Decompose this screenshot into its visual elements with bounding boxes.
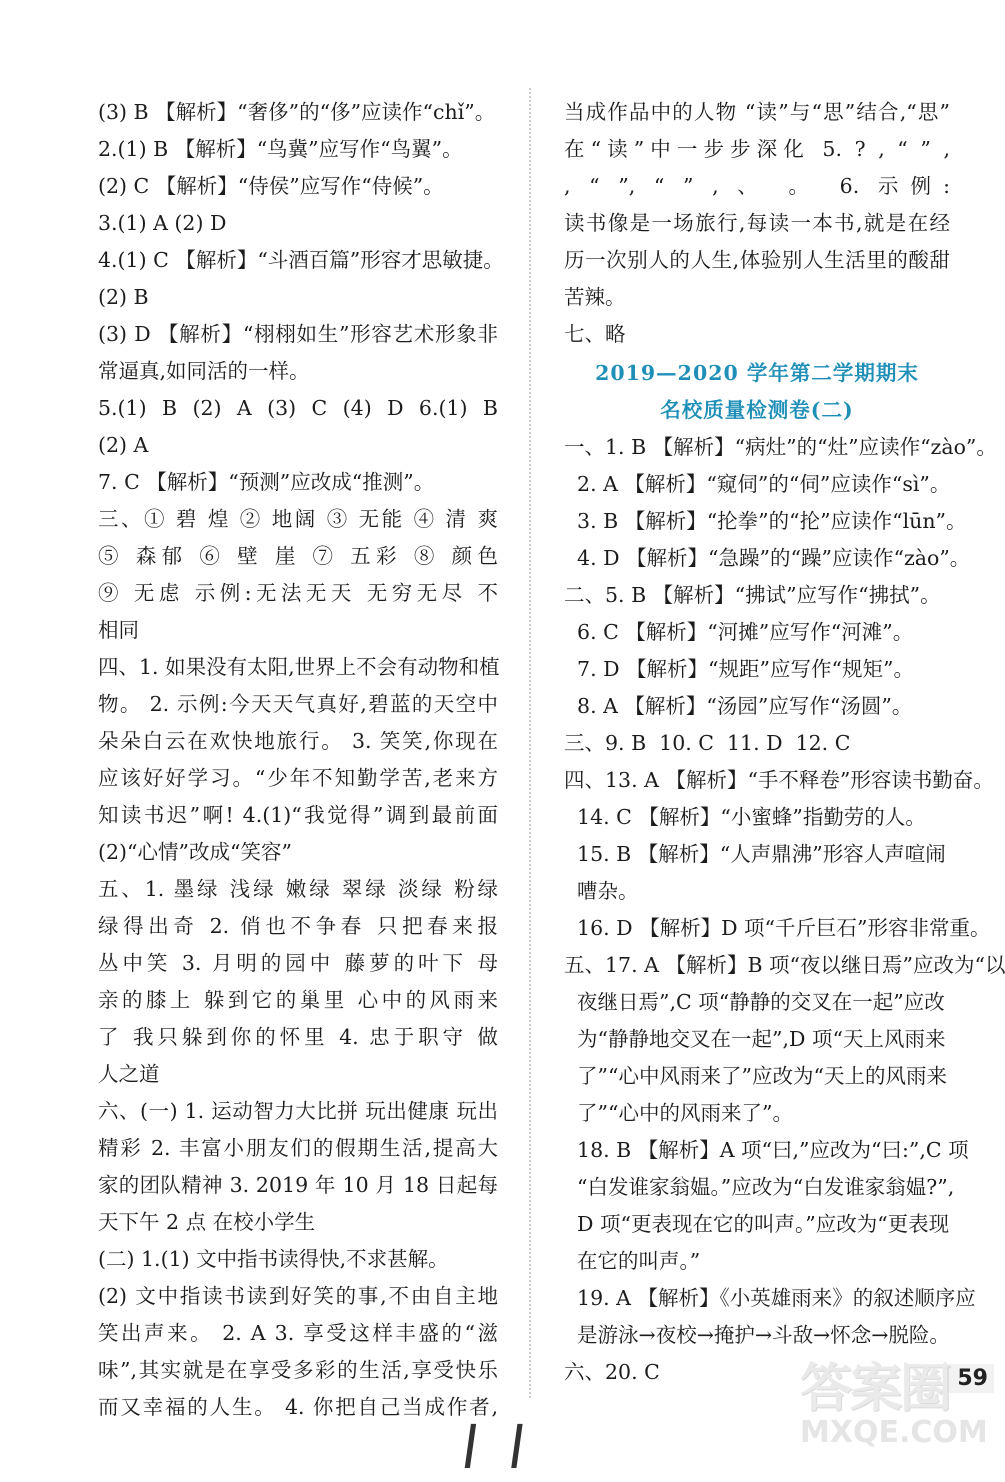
left-column-line: 五、1. 墨绿 浅绿 嫩绿 翠绿 淡绿 粉绿 bbox=[98, 877, 498, 901]
left-column-line: (二) 1.(1) 文中指书读得快,不求甚解。 bbox=[98, 1247, 449, 1271]
left-column-line: (2) A bbox=[98, 433, 149, 457]
right-column-bottom-line: 14. C 【解析】“小蜜蜂”指勤劳的人。 bbox=[564, 805, 926, 829]
left-column-line: ⑨ 无虑 示例:无法无天 无穷无尽 不 bbox=[98, 581, 498, 605]
right-column-bottom-line: 16. D 【解析】D 项“千斤巨石”形容非常重。 bbox=[564, 916, 991, 940]
left-column-line: (3) D 【解析】“栩栩如生”形容艺术形象非 bbox=[98, 322, 498, 346]
left-column-line: 5.(1) B (2) A (3) C (4) D 6.(1) B bbox=[98, 396, 498, 420]
left-column-line: 家的团队精神 3. 2019 年 10 月 18 日起每 bbox=[98, 1173, 498, 1197]
left-column-line: 2.(1) B 【解析】“鸟冀”应写作“鸟翼”。 bbox=[98, 137, 463, 161]
left-column-line: (2) C 【解析】“侍侯”应写作“侍候”。 bbox=[98, 174, 444, 198]
right-column-top-line: 历一次别人的人生,体验别人生活里的酸甜 bbox=[564, 248, 950, 272]
right-column-bottom-line: 嘈杂。 bbox=[564, 879, 639, 903]
right-column-top-line: 七、略 bbox=[564, 322, 626, 346]
right-column-top-line: 当成作品中的人物 “读”与“思”结合,“思” bbox=[564, 100, 950, 124]
right-column-bottom-line: 是游泳→夜校→掩护→斗敌→怀念→脱险。 bbox=[564, 1323, 950, 1347]
left-column bbox=[98, 94, 504, 1426]
left-column-line: (2) 文中指读书读到好笑的事,不由自主地 bbox=[98, 1284, 498, 1308]
left-column-line: 4.(1) C 【解析】“斗酒百篇”形容才思敏捷。 bbox=[98, 248, 504, 272]
right-column-top-line: , “ ”, “ ” , 、 。 6. 示例: bbox=[564, 174, 950, 198]
left-column-line: 了 我只躲到你的怀里 4. 忠于职守 做 bbox=[98, 1025, 498, 1049]
page-number: 59 bbox=[947, 1364, 994, 1393]
right-column-bottom-line: 3. B 【解析】“抡拳”的“抡”应读作“lūn”。 bbox=[564, 509, 967, 533]
left-column-line: 味”,其实就是在享受多彩的生活,享受快乐 bbox=[98, 1358, 498, 1382]
left-column-line: (2) B bbox=[98, 285, 149, 309]
right-column-top-line: 苦辣。 bbox=[564, 285, 626, 309]
right-column-bottom-line: “白发谁家翁媪。”应改为“白发谁家翁媪?”, bbox=[564, 1175, 955, 1199]
right-column-bottom-line: 15. B 【解析】“人声鼎沸”形容人声喧闹 bbox=[564, 842, 946, 866]
left-column-line: 常逼真,如同活的一样。 bbox=[98, 359, 310, 383]
right-column-bottom-line: 三、9. B 10. C 11. D 12. C bbox=[564, 731, 851, 755]
right-column-bottom-line: 六、20. C bbox=[564, 1360, 660, 1384]
left-column-line: ⑤ 森郁 ⑥ 壁 崖 ⑦ 五彩 ⑧ 颜色 bbox=[98, 544, 498, 568]
section-title-line-1: 2019—2020 学年第二学期期末 bbox=[595, 361, 919, 385]
left-column-line: 天下午 2 点 在校小学生 bbox=[98, 1210, 316, 1234]
right-column-bottom-line: 7. D 【解析】“规距”应写作“规矩”。 bbox=[564, 657, 914, 681]
handwritten-mark: l l bbox=[457, 1414, 536, 1482]
right-column-bottom-line: 五、17. A 【解析】B 项“夜以继日焉”应改为“以 bbox=[564, 953, 1005, 977]
left-column-line: 三、① 碧 煌 ② 地阔 ③ 无能 ④ 清 爽 bbox=[98, 507, 498, 531]
left-column-line: 7. C 【解析】“预测”应改成“推测”。 bbox=[98, 470, 435, 494]
right-column-bottom-line: 一、1. B 【解析】“病灶”的“灶”应读作“zào”。 bbox=[564, 435, 997, 459]
left-column-line: 应该好好学习。“少年不知勤学苦,老来方 bbox=[98, 766, 498, 790]
left-column-line: 笑出声来。 2. A 3. 享受这样丰盛的“滋 bbox=[98, 1321, 498, 1345]
left-column-line: 精彩 2. 丰富小朋友们的假期生活,提高大 bbox=[98, 1136, 498, 1160]
left-column-line: (3) B 【解析】“奢侈”的“侈”应读作“chǐ”。 bbox=[98, 100, 496, 124]
right-column-bottom-line: D 项“更表现在它的叫声。”应改为“更表现 bbox=[564, 1212, 950, 1236]
left-column-line: 相同 bbox=[98, 618, 139, 642]
right-column-top bbox=[564, 94, 950, 353]
watermark-logo: 答案圈 bbox=[800, 1359, 951, 1419]
left-column-line: 人之道 bbox=[98, 1062, 160, 1086]
left-column-line: 丛中笑 3. 月明的园中 藤萝的叶下 母 bbox=[98, 951, 498, 975]
right-column-bottom-line: 8. A 【解析】“汤园”应写作“汤圆”。 bbox=[564, 694, 913, 718]
left-column-line: 六、(一) 1. 运动智力大比拼 玩出健康 玩出 bbox=[98, 1099, 498, 1123]
right-column-bottom-line: 在它的叫声。” bbox=[564, 1249, 701, 1273]
left-column-line: 亲的膝上 躲到它的巢里 心中的风雨来 bbox=[98, 988, 498, 1012]
right-column-top-line: 在“读”中一步步深化 5. ? , “ ” , bbox=[564, 137, 950, 161]
right-column-bottom-line: 四、13. A 【解析】“手不释卷”形容读书勤奋。 bbox=[564, 768, 994, 792]
column-divider bbox=[529, 88, 531, 1398]
right-column-bottom-line: 6. C 【解析】“河摊”应写作“河滩”。 bbox=[564, 620, 914, 644]
watermark-url: MXQE.COM bbox=[800, 1415, 988, 1450]
left-column-line: 绿得出奇 2. 俏也不争春 只把春来报 bbox=[98, 914, 498, 938]
right-column-top-line: 读书像是一场旅行,每读一本书,就是在经 bbox=[564, 211, 950, 235]
left-column-line: 3.(1) A (2) D bbox=[98, 211, 227, 235]
left-column-line: 知读书迟”啊! 4.(1)“我觉得”调到最前面 bbox=[98, 803, 498, 827]
left-column-line: 物。 2. 示例:今天天气真好,碧蓝的天空中 bbox=[98, 692, 498, 716]
right-column-bottom-line: 二、5. B 【解析】“拂试”应写作“拂拭”。 bbox=[564, 583, 941, 607]
right-column-bottom-line: 了”“心中风雨来了”应改为“天上的风雨来 bbox=[564, 1064, 947, 1088]
right-column-bottom-line: 了”“心中的风雨来了”。 bbox=[564, 1101, 793, 1125]
right-column-bottom-line: 2. A 【解析】“窥伺”的“伺”应读作“sì”。 bbox=[564, 472, 951, 496]
left-column-line: 四、1. 如果没有太阳,世界上不会有动物和植 bbox=[98, 655, 500, 679]
right-column-bottom-line: 18. B 【解析】A 项“曰,”应改为“曰:”,C 项 bbox=[564, 1138, 969, 1162]
left-column-line: 朵朵白云在欢快地旅行。 3. 笑笑,你现在 bbox=[98, 729, 498, 753]
section-title-line-2: 名校质量检测卷(二) bbox=[660, 398, 854, 422]
left-column-line: 而又幸福的人生。 4. 你把自己当成作者, bbox=[98, 1395, 498, 1419]
right-column-bottom-line: 4. D 【解析】“急躁”的“躁”应读作“zào”。 bbox=[564, 546, 971, 570]
right-column-bottom-line: 夜继日焉”,C 项“静静的交叉在一起”应改 bbox=[564, 990, 945, 1014]
left-column-line: (2)“心情”改成“笑容” bbox=[98, 840, 292, 864]
right-column-bottom-line: 19. A 【解析】《小英雄雨来》的叙述顺序应 bbox=[564, 1286, 976, 1310]
right-column-bottom-line: 为“静静地交叉在一起”,D 项“天上风雨来 bbox=[564, 1027, 946, 1051]
